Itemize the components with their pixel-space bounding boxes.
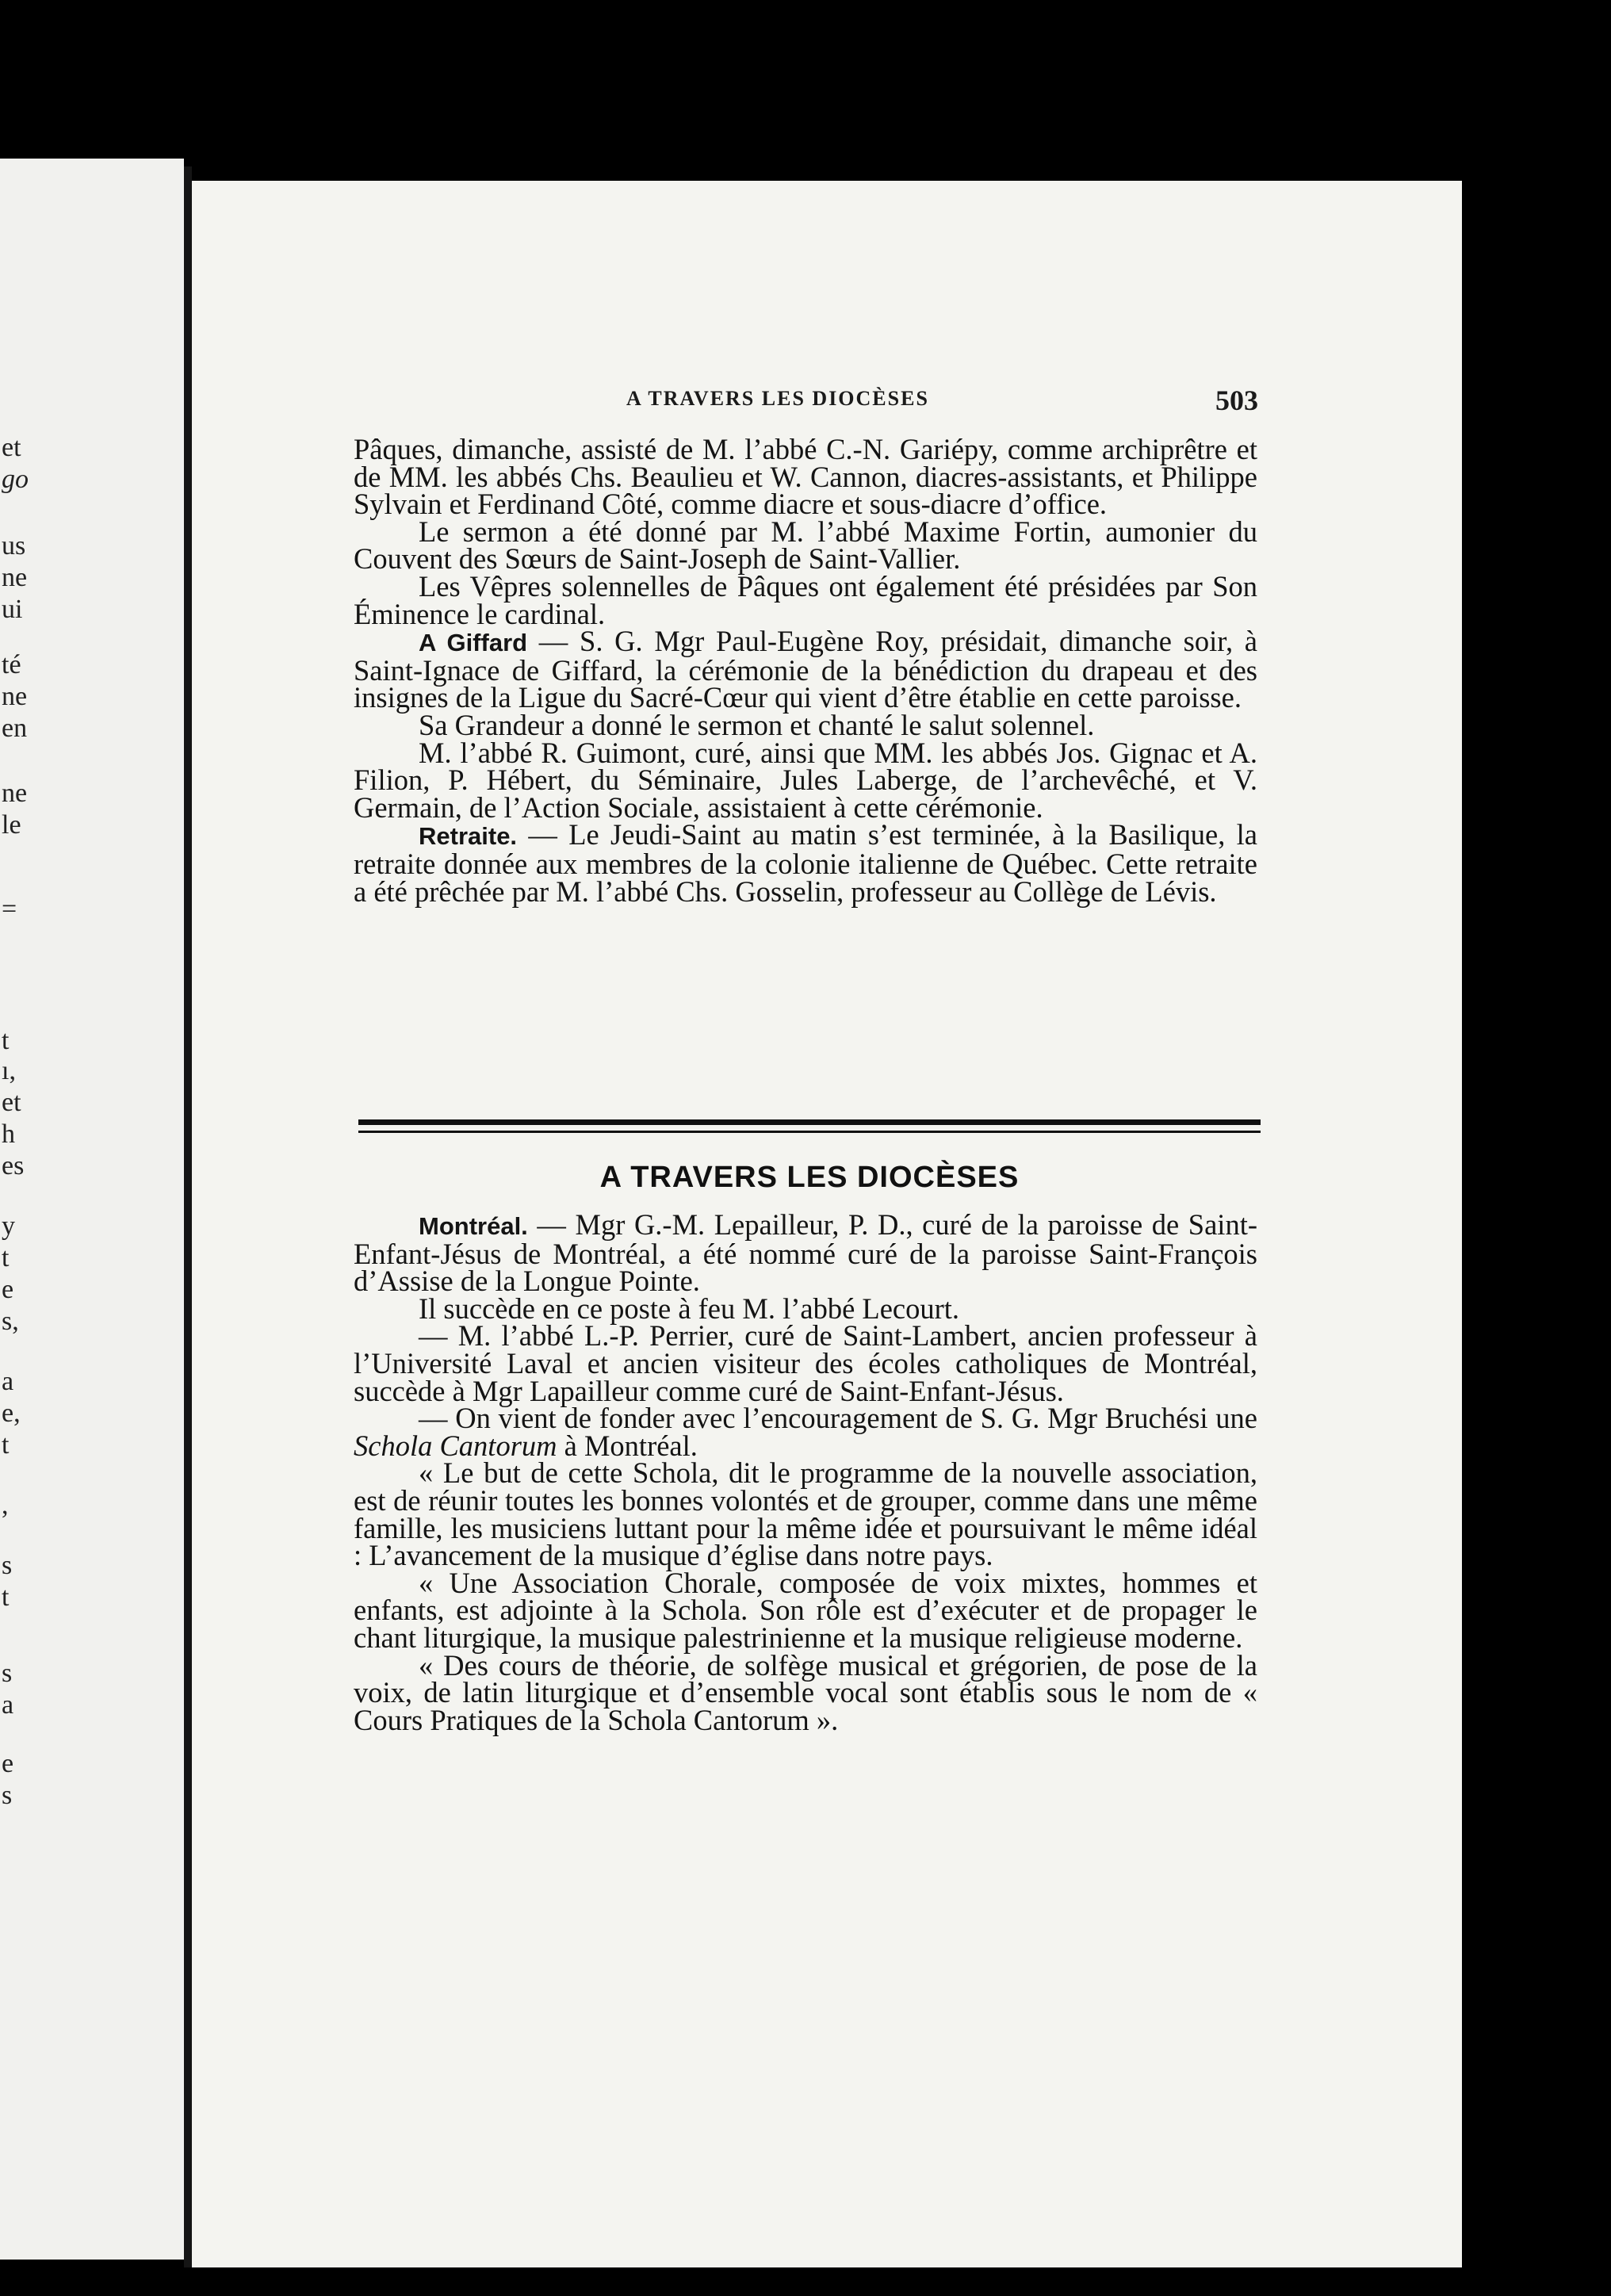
left-page-fragment: h xyxy=(2,1119,15,1149)
left-page-fragment: té xyxy=(2,650,21,679)
left-page-fragment: = xyxy=(2,894,17,924)
paragraph: « Le but de cette Schola, dit le programme de la nouvelle association, est de réunir toutes les bonnes volontés et de grouper, comme dans une même famille, les musiciens luttant pour la même idée et poursuivant le même idéal : L’avancement de la musique d’église dans notre pays. xyxy=(354,1456,1257,1572)
paragraph: — M. l’abbé L.-P. Perrier, curé de Saint-Lambert, ancien professeur à l’Université Laval et ancien visiteur des écoles catholiques de Montréal, succède à Mgr Lapailleur comme curé de Saint-Enfant-Jésus. xyxy=(354,1319,1257,1407)
left-page-fragment: et xyxy=(2,1088,21,1117)
left-page-fragment: ı, xyxy=(2,1056,16,1085)
left-page-fragment: ne xyxy=(2,682,28,711)
left-page-fragment: a xyxy=(2,1367,14,1396)
left-page-fragment: y xyxy=(2,1211,15,1241)
paragraph: « Une Association Chorale, composée de voix mixtes, hommes et enfants, est adjointe à la Schola. Son rôle est d’exécuter et de propager le chant liturgique, la musique palestrinienne et la musique religieuse moderne. xyxy=(354,1566,1257,1654)
left-page-fragment: ne xyxy=(2,563,28,592)
left-page-fragment: e xyxy=(2,1275,14,1304)
left-page-fragment: s xyxy=(2,1659,13,1688)
top-text-block xyxy=(354,433,1258,908)
paragraph: Sa Grandeur a donné le sermon et chanté le salut solennel. xyxy=(419,708,1095,741)
paragraph xyxy=(354,1402,1257,1462)
page-number: 503 xyxy=(1215,385,1258,416)
left-page-fragment: ne xyxy=(2,779,28,808)
left-page-fragment: ui xyxy=(2,595,23,624)
paragraph-label: Montréal. xyxy=(419,1212,528,1240)
left-page-fragment: us xyxy=(2,531,26,561)
left-page-fragment: s xyxy=(2,1551,13,1580)
book-spine xyxy=(184,166,192,2267)
left-page-fragment: e xyxy=(2,1749,14,1778)
section-rule-thin xyxy=(358,1131,1261,1133)
left-page-fragment: a xyxy=(2,1690,14,1720)
paragraph-text: — Mgr G.-M. Lepailleur, P. D., curé de la paroisse de Saint-Enfant-Jésus de Montréal, a été nommé curé de la paroisse Saint-François d’Assise de la Longue Pointe. xyxy=(354,1208,1257,1298)
left-page-fragment: le xyxy=(2,810,21,840)
left-page-fragment: s, xyxy=(2,1307,19,1336)
left-page-fragment: t xyxy=(2,1430,10,1460)
paragraph: Les Vêpres solennelles de Pâques ont également été présidées par Son Éminence le cardinal. xyxy=(354,569,1257,630)
section-title: A TRAVERS LES DIOCÈSES xyxy=(599,1161,1020,1194)
left-page-fragment: en xyxy=(2,714,28,743)
paragraph xyxy=(354,1208,1257,1298)
left-page-fragment: et xyxy=(2,433,21,462)
running-head: A TRAVERS LES DIOCÈSES xyxy=(626,387,929,410)
paragraph: M. l’abbé R. Guimont, curé, ainsi que MM. les abbés Jos. Gignac et A. Filion, P. Hébert, du Séminaire, Jules Laberge, de l’archevêché, et V. Germain, de l’Action Sociale, assistaient à cette cérémonie. xyxy=(354,736,1257,824)
paragraph-label: Retraite. xyxy=(419,822,518,851)
left-page-edge xyxy=(0,159,184,2260)
paragraph xyxy=(354,818,1257,908)
paragraph-text: — On vient de fonder avec l’encouragement de S. G. Mgr Bruchési une xyxy=(419,1402,1257,1435)
left-page-fragment: t xyxy=(2,1582,10,1612)
section-rule-thick xyxy=(358,1119,1261,1125)
paragraph-text: — Le Jeudi-Saint au matin s’est terminée, à la Basilique, la retraite donnée aux membres de la colonie italienne de Québec. Cette retraite a été prêchée par M. l’abbé Chs. Gosselin, professeur au Collège de Lévis. xyxy=(354,818,1257,908)
paragraph xyxy=(354,625,1258,714)
left-page-fragment: e, xyxy=(2,1399,21,1428)
left-page-fragment: es xyxy=(2,1151,25,1181)
left-page-fragment: t xyxy=(2,1243,10,1272)
paragraph: « Des cours de théorie, de solfège musical et grégorien, de pose de la voix, de latin liturgique et d’ensemble vocal sont établis sous le nom de « Cours Pratiques de la Schola Cantorum ». xyxy=(354,1648,1257,1736)
paragraph-italic-text: Schola Cantorum xyxy=(354,1429,557,1462)
left-page-fragment: , xyxy=(2,1490,9,1520)
bottom-text-block xyxy=(354,1208,1257,1736)
paragraph-label: A Giffard xyxy=(419,629,528,657)
paragraph-text: — S. G. Mgr Paul-Eugène Roy, présidait, dimanche soir, à Saint-Ignace de Giffard, la cérémonie de la bénédiction du drapeau et des insignes de la Ligue du Sacré-Cœur qui vient d’être établie en cette paroisse. xyxy=(354,625,1258,714)
paragraph-text: à Montréal. xyxy=(557,1429,698,1462)
paragraph: Le sermon a été donné par M. l’abbé Maxime Fortin, aumonier du Couvent des Sœurs de Saint-Joseph de Saint-Vallier. xyxy=(354,515,1257,576)
left-page-fragment: s xyxy=(2,1781,13,1810)
left-page-fragment: go xyxy=(2,465,29,494)
paragraph: Il succède en ce poste à feu M. l’abbé Lecourt. xyxy=(419,1292,960,1325)
left-page-fragment: t xyxy=(2,1026,10,1055)
paragraph: Pâques, dimanche, assisté de M. l’abbé C.-N. Gariépy, comme archiprêtre et de MM. les abbés Chs. Beaulieu et W. Cannon, diacres-assistants, et Philippe Sylvain et Ferdinand Côté, comme diacre et sous-diacre d’office. xyxy=(354,433,1257,521)
